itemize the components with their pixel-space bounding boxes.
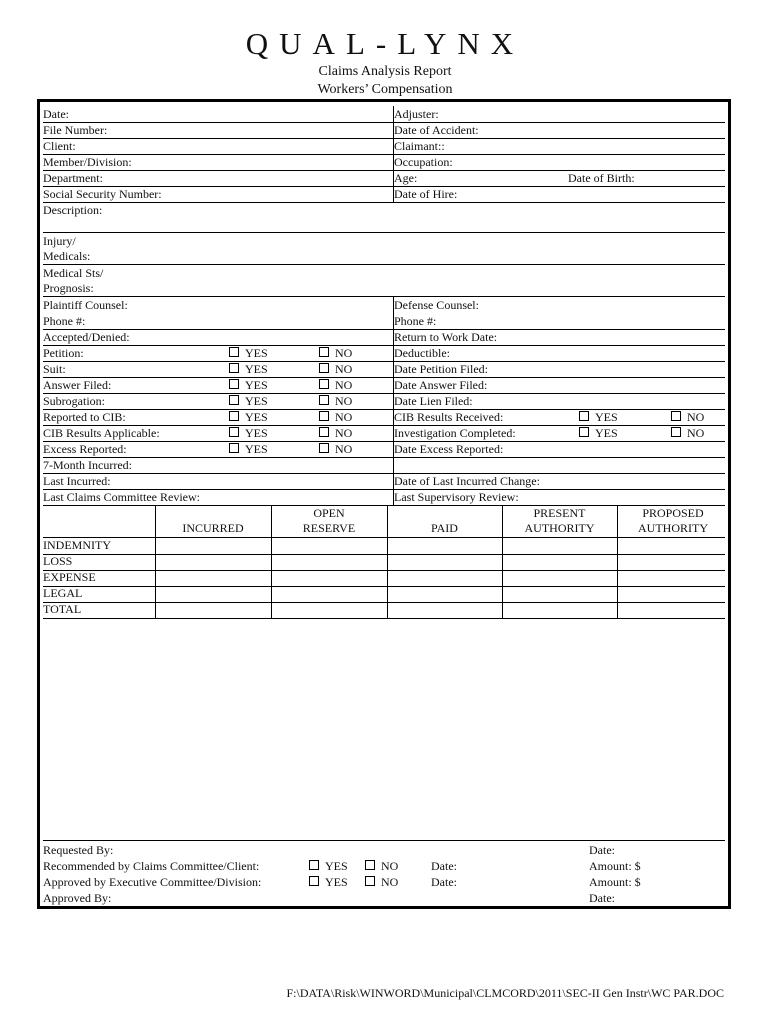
petition-no-checkbox[interactable] bbox=[319, 345, 352, 361]
medical-sts-label: Medical Sts/ bbox=[43, 266, 104, 280]
deductible-label: Deductible: bbox=[394, 346, 450, 360]
last-incurred-label: Last Incurred: bbox=[43, 474, 111, 488]
row-accepted bbox=[43, 329, 725, 346]
row-reported-cib bbox=[43, 409, 725, 426]
incurred-header: INCURRED bbox=[182, 521, 244, 535]
table-row bbox=[43, 586, 725, 603]
total-label: TOTAL bbox=[43, 602, 82, 616]
description-label: Description: bbox=[43, 203, 103, 217]
row-petition bbox=[43, 345, 725, 362]
plaintiff-phone-label: Phone #: bbox=[43, 314, 86, 328]
medicals-label: Medicals: bbox=[43, 249, 91, 263]
answer-yes-checkbox[interactable] bbox=[229, 377, 268, 393]
date-lien-filed-label: Date Lien Filed: bbox=[394, 394, 473, 408]
yes-label: YES bbox=[245, 378, 268, 392]
suit-yes-checkbox[interactable] bbox=[229, 361, 268, 377]
department-label: Department: bbox=[43, 171, 103, 185]
row-ssn bbox=[43, 186, 725, 203]
no-label: NO bbox=[687, 410, 705, 424]
excess-no-checkbox[interactable] bbox=[319, 441, 352, 457]
legal-label: LEGAL bbox=[43, 586, 83, 600]
excess-reported-label: Excess Reported: bbox=[43, 442, 127, 456]
financial-header bbox=[43, 506, 725, 538]
approved-by-date-label: Date: bbox=[589, 891, 615, 905]
open-header: OPEN bbox=[313, 506, 345, 520]
no-label: NO bbox=[335, 442, 353, 456]
table-row bbox=[43, 602, 725, 619]
suit-no-checkbox[interactable] bbox=[319, 361, 352, 377]
claimant-label: Claimant:: bbox=[394, 139, 445, 153]
date-excess-reported-label: Date Excess Reported: bbox=[394, 442, 504, 456]
petition-yes-checkbox[interactable] bbox=[229, 345, 268, 361]
date-last-incurred-change-label: Date of Last Incurred Change: bbox=[394, 474, 540, 488]
present-header: PRESENT bbox=[533, 506, 586, 520]
row-recommended-by bbox=[43, 858, 725, 874]
no-label: NO bbox=[381, 859, 399, 873]
row-client bbox=[43, 138, 725, 155]
return-to-work-label: Return to Work Date: bbox=[394, 330, 498, 344]
recommended-yes-checkbox[interactable] bbox=[309, 858, 348, 874]
row-seven-month bbox=[43, 457, 725, 474]
cib-reported-no-checkbox[interactable] bbox=[319, 409, 352, 425]
injury-label: Injury/ bbox=[43, 234, 76, 248]
cib-applicable-yes-checkbox[interactable] bbox=[229, 425, 268, 441]
requested-date-label: Date: bbox=[589, 843, 615, 857]
file-path: F:\DATA\Risk\WINWORD\Municipal\CLMCORD\2011\SEC-II Gen Instr\WC PAR.DOC bbox=[286, 986, 724, 1000]
row-approved-exec bbox=[43, 874, 725, 890]
recommended-no-checkbox[interactable] bbox=[365, 858, 398, 874]
row-counsel bbox=[43, 297, 725, 313]
adjuster-label: Adjuster: bbox=[394, 107, 439, 121]
approved-yes-checkbox[interactable] bbox=[309, 874, 348, 890]
date-of-hire-label: Date of Hire: bbox=[394, 187, 458, 201]
plaintiff-counsel-label: Plaintiff Counsel: bbox=[43, 298, 128, 312]
date-petition-filed-label: Date Petition Filed: bbox=[394, 362, 488, 376]
row-requested-by bbox=[43, 842, 725, 858]
occupation-label: Occupation: bbox=[394, 155, 453, 169]
yes-label: YES bbox=[595, 410, 618, 424]
cib-reported-yes-checkbox[interactable] bbox=[229, 409, 268, 425]
excess-yes-checkbox[interactable] bbox=[229, 441, 268, 457]
cib-results-applicable-label: CIB Results Applicable: bbox=[43, 426, 160, 440]
suit-label: Suit: bbox=[43, 362, 66, 376]
subrogation-yes-checkbox[interactable] bbox=[229, 393, 268, 409]
row-date bbox=[43, 106, 725, 123]
cib-applicable-no-checkbox[interactable] bbox=[319, 425, 352, 441]
client-label: Client: bbox=[43, 139, 76, 153]
paid-header: PAID bbox=[431, 521, 458, 535]
loss-label: LOSS bbox=[43, 554, 73, 568]
investigation-no-checkbox[interactable] bbox=[671, 425, 704, 441]
row-medical-status bbox=[43, 265, 725, 297]
no-label: NO bbox=[335, 426, 353, 440]
row-department bbox=[43, 170, 725, 187]
yes-label: YES bbox=[245, 346, 268, 360]
row-excess bbox=[43, 441, 725, 458]
approved-by-label: Approved By: bbox=[43, 891, 112, 905]
cib-results-received-label: CIB Results Received: bbox=[394, 410, 504, 424]
row-last-incurred bbox=[43, 473, 725, 490]
claims-form bbox=[37, 99, 731, 909]
row-description bbox=[43, 202, 725, 233]
yes-label: YES bbox=[245, 362, 268, 376]
cib-received-yes-checkbox[interactable] bbox=[579, 409, 618, 425]
row-suit bbox=[43, 361, 725, 378]
report-title: QUAL-LYNX bbox=[245, 26, 525, 61]
recommended-date-label: Date: bbox=[431, 859, 457, 873]
no-label: NO bbox=[335, 394, 353, 408]
date-label: Date: bbox=[43, 107, 69, 121]
present-authority-header: AUTHORITY bbox=[524, 521, 595, 535]
answer-filed-label: Answer Filed: bbox=[43, 378, 112, 392]
date-answer-filed-label: Date Answer Filed: bbox=[394, 378, 488, 392]
subrogation-no-checkbox[interactable] bbox=[319, 393, 352, 409]
approved-exec-label: Approved by Executive Committee/Division: bbox=[43, 875, 262, 889]
recommended-by-label: Recommended by Claims Committee/Client: bbox=[43, 859, 260, 873]
last-supervisory-review-label: Last Supervisory Review: bbox=[394, 490, 519, 504]
table-row bbox=[43, 554, 725, 571]
row-file-number bbox=[43, 122, 725, 139]
yes-label: YES bbox=[245, 426, 268, 440]
proposed-authority-header: AUTHORITY bbox=[638, 521, 708, 535]
reported-to-cib-label: Reported to CIB: bbox=[43, 410, 126, 424]
approved-amount-label: Amount: $ bbox=[589, 875, 641, 889]
table-row bbox=[43, 538, 725, 555]
yes-label: YES bbox=[595, 426, 618, 440]
row-answer-filed bbox=[43, 377, 725, 394]
investigation-completed-label: Investigation Completed: bbox=[394, 426, 516, 440]
accepted-denied-label: Accepted/Denied: bbox=[43, 330, 130, 344]
age-label: Age: bbox=[394, 171, 418, 185]
expense-label: EXPENSE bbox=[43, 570, 96, 584]
defense-phone-label: Phone #: bbox=[394, 314, 437, 328]
date-of-birth-label: Date of Birth: bbox=[568, 171, 635, 185]
yes-label: YES bbox=[325, 875, 348, 889]
approved-no-checkbox[interactable] bbox=[365, 874, 398, 890]
no-label: NO bbox=[335, 346, 353, 360]
no-label: NO bbox=[335, 410, 353, 424]
date-of-accident-label: Date of Accident: bbox=[394, 123, 479, 137]
subrogation-label: Subrogation: bbox=[43, 394, 105, 408]
no-label: NO bbox=[335, 378, 353, 392]
investigation-yes-checkbox[interactable] bbox=[579, 425, 618, 441]
petition-label: Petition: bbox=[43, 346, 84, 360]
yes-label: YES bbox=[245, 442, 268, 456]
indemnity-label: INDEMNITY bbox=[43, 538, 111, 552]
proposed-header: PROPOSED bbox=[642, 506, 704, 520]
member-division-label: Member/Division: bbox=[43, 155, 132, 169]
row-subrogation bbox=[43, 393, 725, 410]
no-label: NO bbox=[335, 362, 353, 376]
table-row bbox=[43, 570, 725, 587]
no-label: NO bbox=[381, 875, 399, 889]
row-approved-by bbox=[43, 890, 725, 906]
seven-month-incurred-label: 7-Month Incurred: bbox=[43, 458, 132, 472]
yes-label: YES bbox=[245, 410, 268, 424]
yes-label: YES bbox=[245, 394, 268, 408]
requested-by-label: Requested By: bbox=[43, 843, 114, 857]
cib-received-no-checkbox[interactable] bbox=[671, 409, 704, 425]
yes-label: YES bbox=[325, 859, 348, 873]
row-member bbox=[43, 154, 725, 171]
answer-no-checkbox[interactable] bbox=[319, 377, 352, 393]
reserve-header: RESERVE bbox=[302, 521, 356, 535]
approved-date-label: Date: bbox=[431, 875, 457, 889]
prognosis-label: Prognosis: bbox=[43, 281, 94, 295]
row-cib-applicable bbox=[43, 425, 725, 442]
no-label: NO bbox=[687, 426, 705, 440]
defense-counsel-label: Defense Counsel: bbox=[394, 298, 479, 312]
row-reviews bbox=[43, 489, 725, 506]
report-type: Workers’ Compensation bbox=[317, 82, 453, 97]
ssn-label: Social Security Number: bbox=[43, 187, 162, 201]
last-claims-committee-review-label: Last Claims Committee Review: bbox=[43, 490, 200, 504]
report-subtitle: Claims Analysis Report bbox=[318, 64, 452, 79]
file-number-label: File Number: bbox=[43, 123, 108, 137]
row-injury bbox=[43, 233, 725, 265]
notes-area[interactable] bbox=[43, 619, 725, 841]
row-phone bbox=[43, 313, 725, 330]
recommended-amount-label: Amount: $ bbox=[589, 859, 641, 873]
